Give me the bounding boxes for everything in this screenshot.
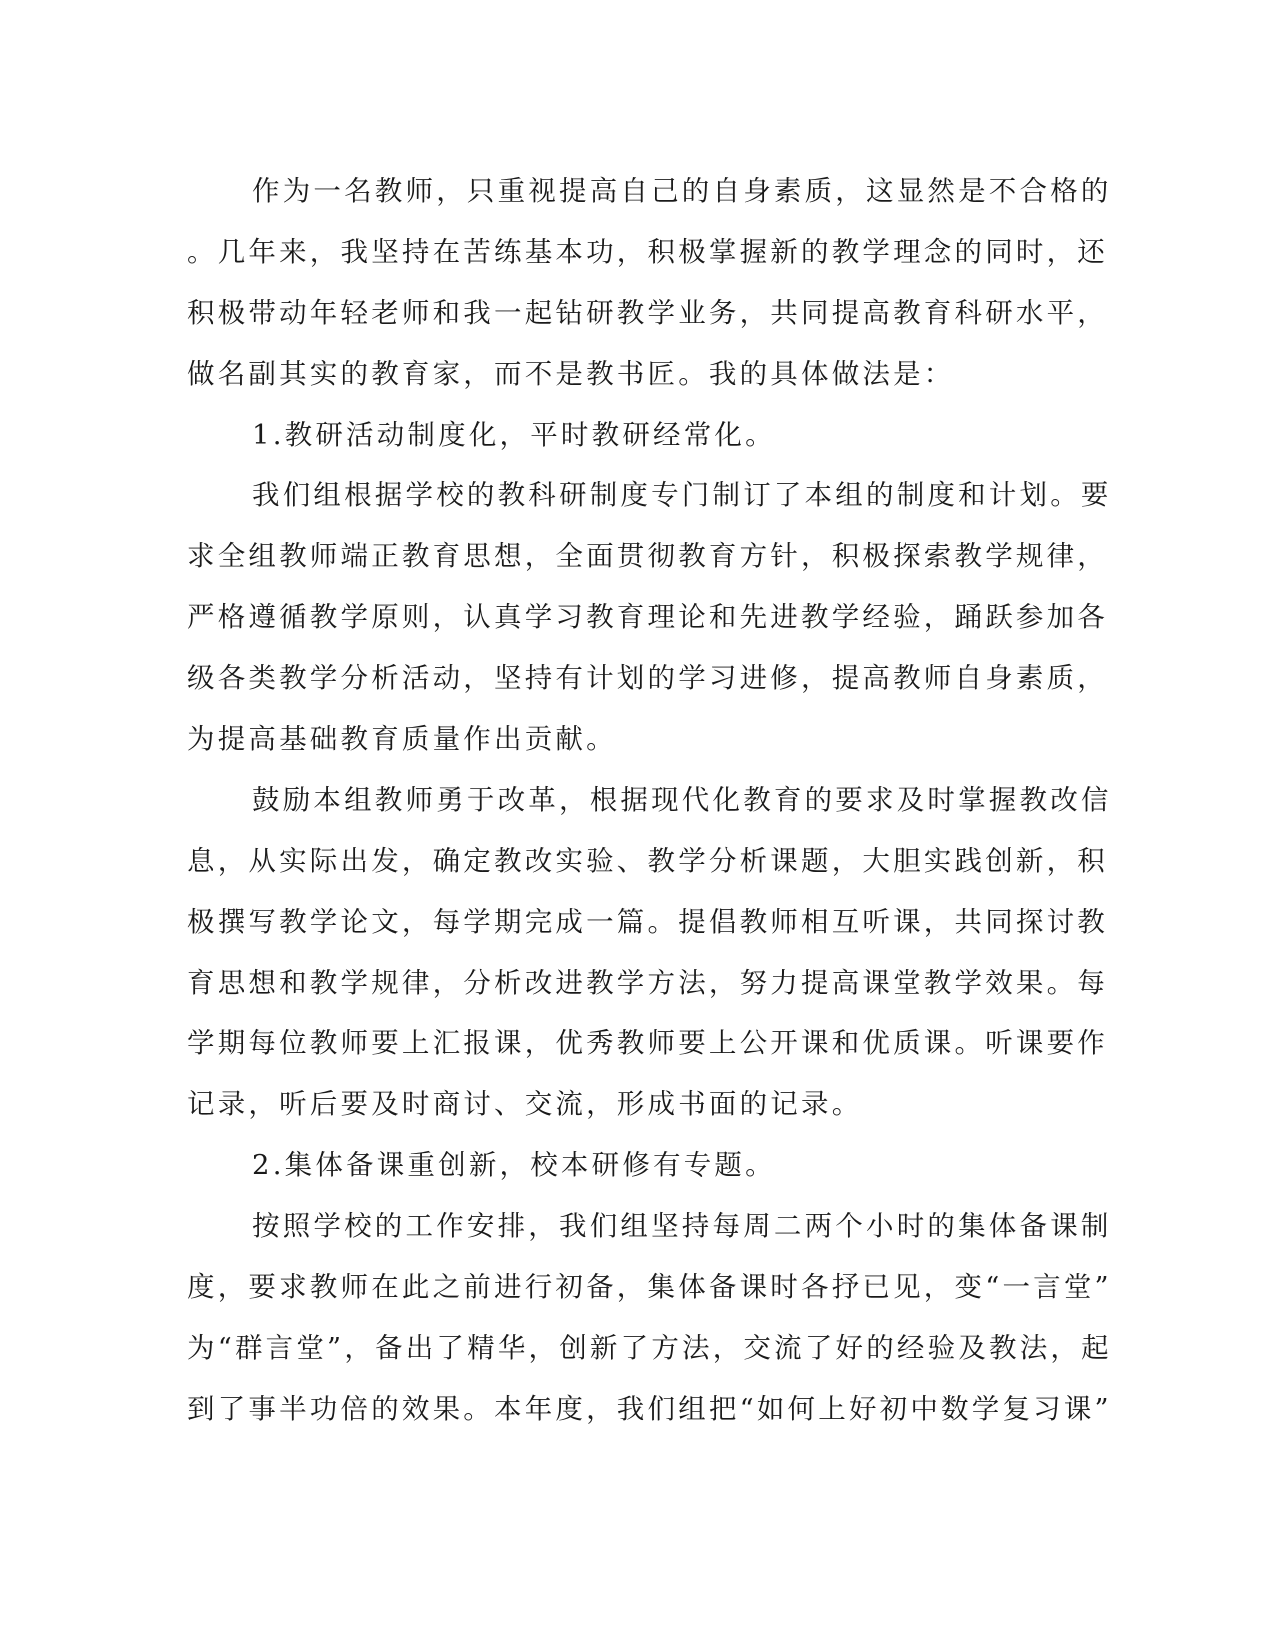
text-line: 育思想和教学规律，分析改进教学方法，努力提高课堂教学效果。每 — [187, 966, 1108, 999]
text-line: 息，从实际出发，确定教改实验、教学分析课题，大胆实践创新，积 — [187, 844, 1108, 877]
text-line: 做名副其实的教育家，而不是教书匠。我的具体做法是： — [187, 357, 955, 390]
text-line: 为“群言堂”，备出了精华，创新了方法，交流了好的经验及教法，起 — [187, 1331, 1112, 1364]
text-line: 极撰写教学论文，每学期完成一篇。提倡教师相互听课，共同探讨教 — [187, 905, 1108, 938]
section-heading-2: 2.集体备课重创新，校本研修有专题。 — [252, 1149, 776, 1182]
text-line: 到了事半功倍的效果。本年度，我们组把“如何上好初中数学复习课” — [187, 1392, 1112, 1425]
text-line: 记录，听后要及时商讨、交流，形成书面的记录。 — [187, 1088, 863, 1121]
section-heading-1: 1.教研活动制度化，平时教研经常化。 — [252, 418, 776, 451]
document-body — [187, 161, 1112, 1440]
text-line: 为提高基础教育质量作出贡献。 — [187, 723, 617, 756]
text-line: 。几年来，我坚持在苦练基本功，积极掌握新的教学理念的同时，还 — [187, 235, 1108, 268]
text-line: 作为一名教师，只重视提高自己的自身素质，这显然是不合格的 — [252, 175, 1112, 207]
text-line: 严格遵循教学原则，认真学习教育理论和先进教学经验，踊跃参加各 — [187, 601, 1108, 634]
text-line: 积极带动年轻老师和我一起钻研教学业务，共同提高教育科研水平， — [187, 296, 1108, 329]
text-line: 学期每位教师要上汇报课，优秀教师要上公开课和优质课。听课要作 — [187, 1027, 1108, 1060]
text-line: 鼓励本组教师勇于改革，根据现代化教育的要求及时掌握教改信 — [252, 783, 1112, 816]
text-line: 求全组教师端正教育思想，全面贯彻教育方针，积极探索教学规律， — [187, 540, 1108, 573]
text-line: 度，要求教师在此之前进行初备，集体备课时各抒已见，变“一言堂” — [187, 1271, 1112, 1304]
text-line: 按照学校的工作安排，我们组坚持每周二两个小时的集体备课制 — [252, 1210, 1112, 1243]
text-line: 级各类教学分析活动，坚持有计划的学习进修，提高教师自身素质， — [187, 662, 1108, 695]
text-line: 我们组根据学校的教科研制度专门制订了本组的制度和计划。要 — [252, 479, 1112, 512]
